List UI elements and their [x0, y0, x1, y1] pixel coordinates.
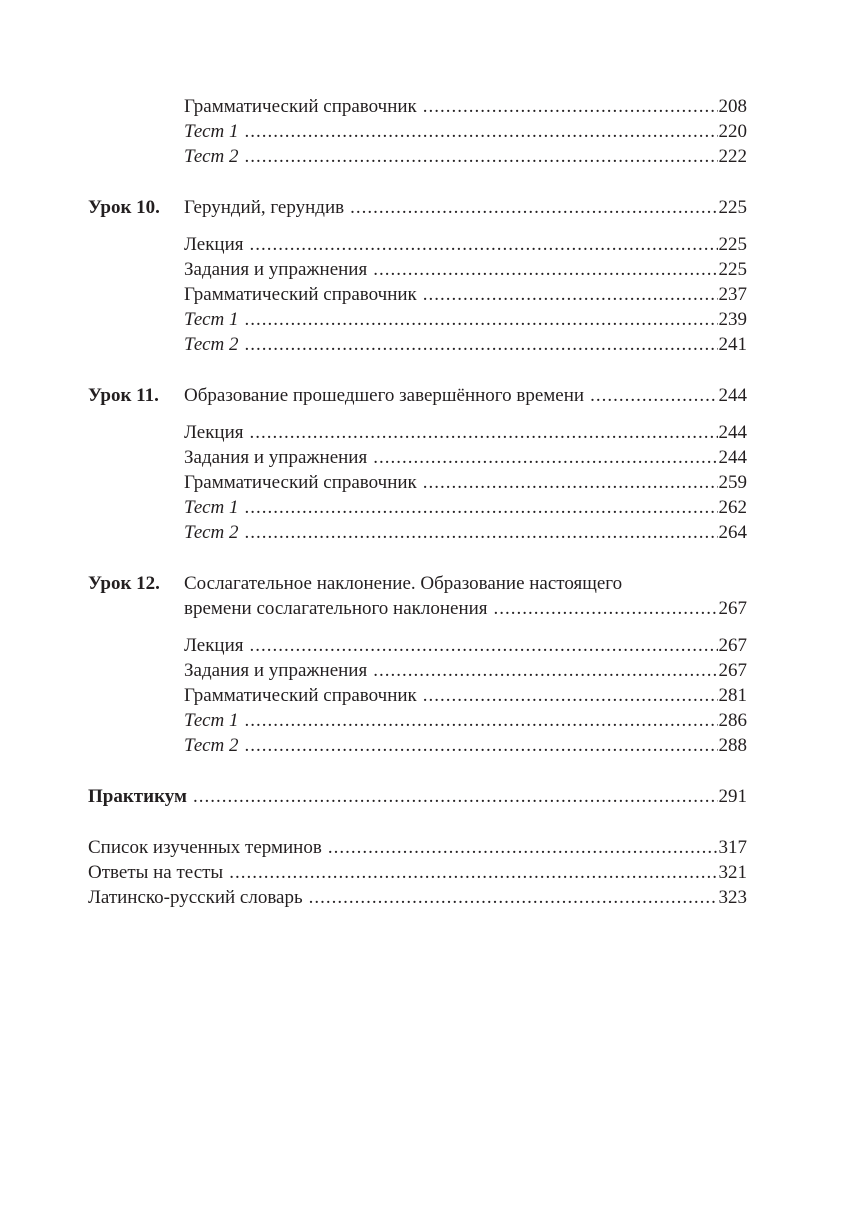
toc-entry[interactable]: [88, 282, 747, 307]
dot-leader: [328, 835, 718, 860]
entry-title: Тест 1: [184, 710, 239, 731]
lesson-label: Урок 11.: [88, 385, 159, 406]
toc-entry[interactable]: [88, 860, 747, 885]
dot-leader: [350, 195, 717, 220]
toc-entry[interactable]: [88, 119, 747, 144]
entry-title: Тест 2: [184, 334, 239, 355]
dot-leader: [244, 332, 717, 357]
lesson-11-section: [88, 383, 747, 545]
entry-page: 291: [718, 786, 747, 807]
table-of-contents: [88, 94, 747, 910]
dot-leader: [244, 495, 717, 520]
toc-entry[interactable]: [88, 520, 747, 545]
toc-entry[interactable]: [88, 835, 747, 860]
toc-entry[interactable]: [88, 470, 747, 495]
dot-leader: [309, 885, 718, 910]
toc-entry[interactable]: [88, 658, 747, 683]
dot-leader: [423, 683, 718, 708]
entry-page: 281: [718, 685, 747, 706]
lesson-title-line-2: времени сослагательного наклонения: [184, 598, 488, 619]
entry-page: 244: [718, 385, 747, 406]
lesson-label: Урок 12.: [88, 573, 160, 594]
lesson-title: Герундий, герундив: [184, 197, 345, 218]
dot-leader: [494, 596, 718, 621]
entry-title: Латинско-русский словарь: [88, 887, 303, 908]
entry-page: 264: [718, 522, 747, 543]
entry-page: 323: [718, 887, 747, 908]
dot-leader: [373, 257, 717, 282]
entry-title: Тест 2: [184, 522, 239, 543]
entry-title: Задания и упражнения: [184, 259, 368, 280]
entry-title: Практикум: [88, 786, 187, 807]
dot-leader: [244, 520, 717, 545]
toc-entry[interactable]: [88, 495, 747, 520]
lesson-title-line-1: Сослагательное наклонение. Образование настоящего: [184, 573, 623, 594]
toc-entry[interactable]: [88, 257, 747, 282]
lesson-heading-continued[interactable]: [88, 596, 747, 621]
entry-title: Лекция: [184, 635, 244, 656]
dot-leader: [250, 633, 718, 658]
dot-leader: [244, 119, 717, 144]
appendix-section: [88, 835, 747, 910]
toc-entry[interactable]: [88, 885, 747, 910]
entry-title: Тест 2: [184, 735, 239, 756]
lesson-label: Урок 10.: [88, 197, 160, 218]
lesson-heading[interactable]: [88, 571, 747, 596]
dot-leader: [244, 733, 717, 758]
entry-page: 241: [718, 334, 747, 355]
lesson-10-section: [88, 195, 747, 357]
entry-page: 237: [718, 284, 747, 305]
practicum-entry[interactable]: [88, 784, 747, 809]
dot-leader: [244, 307, 717, 332]
entry-title: Лекция: [184, 422, 244, 443]
dot-leader: [373, 445, 717, 470]
toc-entry[interactable]: [88, 144, 747, 169]
entry-title: Тест 1: [184, 497, 239, 518]
lesson-heading[interactable]: [88, 383, 747, 408]
entry-page: 225: [718, 197, 747, 218]
entry-title: Тест 1: [184, 309, 239, 330]
intro-section: [88, 94, 747, 169]
dot-leader: [250, 232, 718, 257]
toc-entry[interactable]: [88, 708, 747, 733]
toc-entry[interactable]: [88, 232, 747, 257]
entry-title: Грамматический справочник: [184, 685, 417, 706]
entry-page: 244: [718, 447, 747, 468]
dot-leader: [193, 784, 718, 809]
toc-entry[interactable]: [88, 733, 747, 758]
entry-title: Список изученных терминов: [88, 837, 322, 858]
toc-entry[interactable]: [88, 307, 747, 332]
entry-page: 288: [718, 735, 747, 756]
entry-title: Тест 1: [184, 121, 239, 142]
dot-leader: [244, 708, 717, 733]
dot-leader: [423, 282, 718, 307]
toc-entry[interactable]: [88, 445, 747, 470]
entry-title: Ответы на тесты: [88, 862, 224, 883]
entry-page: 239: [718, 309, 747, 330]
toc-entry[interactable]: [88, 633, 747, 658]
entry-page: 267: [718, 660, 747, 681]
dot-leader: [423, 94, 718, 119]
entry-title: Грамматический справочник: [184, 284, 417, 305]
dot-leader: [590, 383, 717, 408]
lesson-12-section: [88, 571, 747, 758]
entry-title: Грамматический справочник: [184, 96, 417, 117]
entry-title: Тест 2: [184, 146, 239, 167]
toc-entry[interactable]: [88, 683, 747, 708]
entry-page: 225: [718, 259, 747, 280]
entry-page: 259: [718, 472, 747, 493]
entry-page: 262: [718, 497, 747, 518]
entry-page: 267: [718, 635, 747, 656]
toc-entry[interactable]: [88, 420, 747, 445]
entry-page: 286: [718, 710, 747, 731]
entry-page: 220: [718, 121, 747, 142]
toc-entry[interactable]: [88, 94, 747, 119]
entry-page: 244: [718, 422, 747, 443]
entry-page: 208: [718, 96, 747, 117]
entry-title: Лекция: [184, 234, 244, 255]
dot-leader: [423, 470, 718, 495]
toc-entry[interactable]: [88, 332, 747, 357]
lesson-heading[interactable]: [88, 195, 747, 220]
dot-leader: [373, 658, 717, 683]
entry-title: Задания и упражнения: [184, 660, 368, 681]
entry-title: Грамматический справочник: [184, 472, 417, 493]
dot-leader: [244, 144, 717, 169]
entry-page: 321: [718, 862, 747, 883]
entry-page: 317: [718, 837, 747, 858]
entry-page: 225: [718, 234, 747, 255]
entry-page: 267: [718, 598, 747, 619]
lesson-title: Образование прошедшего завершённого времени: [184, 385, 585, 406]
entry-title: Задания и упражнения: [184, 447, 368, 468]
dot-leader: [229, 860, 717, 885]
dot-leader: [250, 420, 718, 445]
entry-page: 222: [718, 146, 747, 167]
